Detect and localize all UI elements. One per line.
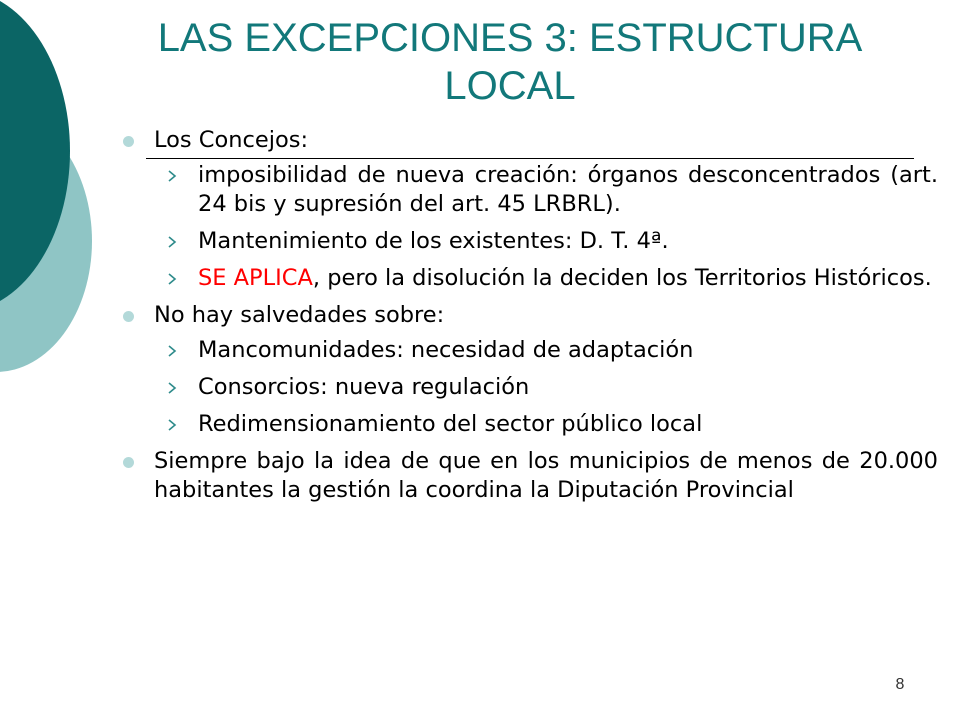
bullet-siempre-label: Siempre bajo la idea de que en los municipios de menos de 20.000 habitantes la gestión la coordina la Diputación Provincial bbox=[154, 448, 938, 503]
sub-bullet-text: Mantenimiento de los existentes: D. T. 4ª. bbox=[198, 228, 669, 254]
chevron-right-icon bbox=[166, 236, 179, 248]
chevron-right-icon bbox=[166, 170, 179, 182]
sub-bullet-text: , pero la disolución la deciden los Territorios Históricos. bbox=[312, 265, 932, 291]
bullet-salvedades-label: No hay salvedades sobre: bbox=[154, 302, 445, 328]
bullet-salvedades bbox=[120, 301, 938, 330]
chevron-right-icon bbox=[166, 382, 179, 394]
sub-bullet-text: Mancomunidades: necesidad de adaptación bbox=[198, 337, 694, 363]
slide-title bbox=[110, 14, 910, 110]
bullet-concejos-label: Los Concejos: bbox=[154, 127, 309, 153]
slide-content bbox=[120, 126, 938, 511]
bullet-siempre bbox=[120, 447, 938, 505]
sub-bullet-text: Consorcios: nueva regulación bbox=[198, 374, 530, 400]
sub-bullet-se-aplica bbox=[120, 264, 938, 293]
chevron-right-icon bbox=[166, 273, 179, 285]
sub-bullet-text: Redimensionamiento del sector público local bbox=[198, 411, 703, 437]
bullet-concejos bbox=[120, 126, 938, 155]
title-line-2: LOCAL bbox=[444, 64, 576, 108]
title-line-1: LAS EXCEPCIONES 3: ESTRUCTURA bbox=[157, 16, 863, 60]
sub-bullet-mantenimiento bbox=[120, 227, 938, 256]
sub-bullet-mancomunidades bbox=[120, 336, 938, 365]
page-number: 8 bbox=[895, 676, 905, 693]
sub-bullet-creacion bbox=[120, 161, 938, 219]
highlight-text: SE APLICA bbox=[198, 265, 313, 291]
sub-bullet-text: imposibilidad de nueva creación: órganos desconcentrados (art. 24 bis y supresión del art. 45 LRBRL). bbox=[198, 162, 938, 217]
sub-bullet-redimensionamiento bbox=[120, 410, 938, 439]
chevron-right-icon bbox=[166, 419, 179, 431]
chevron-right-icon bbox=[166, 345, 179, 357]
sub-bullet-consorcios bbox=[120, 373, 938, 402]
